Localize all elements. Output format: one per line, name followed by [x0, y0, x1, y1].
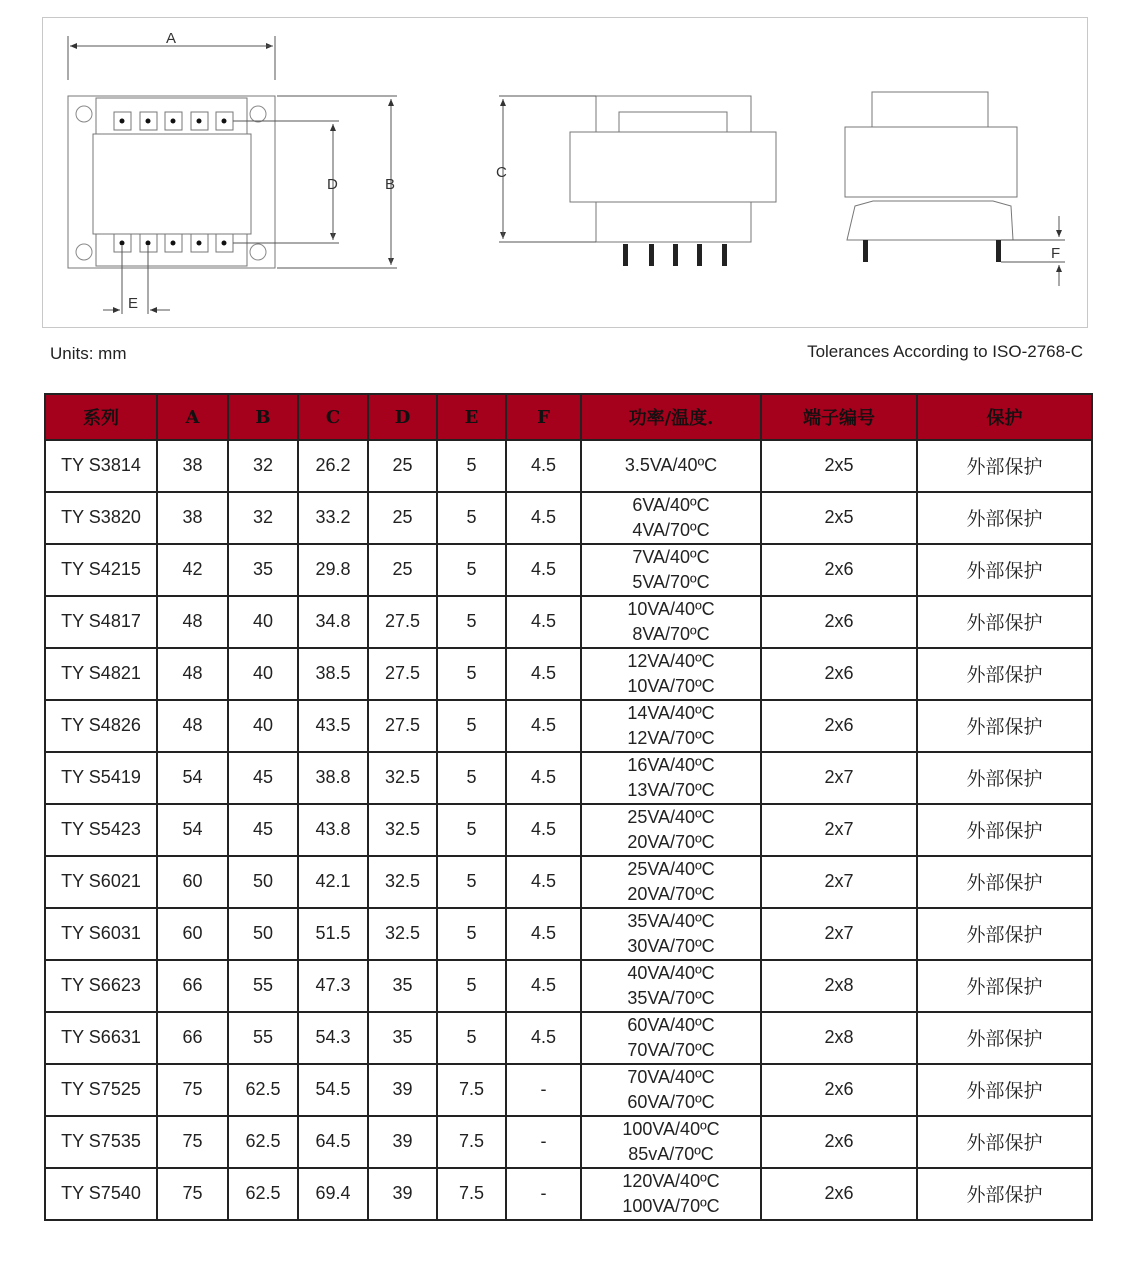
- cell-c: 38.8: [298, 752, 368, 804]
- dim-label-d: D: [327, 176, 338, 193]
- power-rating-line: 10VA/70ºC: [627, 675, 715, 696]
- cell-a: 75: [157, 1064, 228, 1116]
- cell-protection: 外部保护: [917, 908, 1092, 960]
- cell-b: 40: [228, 596, 298, 648]
- cell-b: 45: [228, 752, 298, 804]
- cell-series: TY S6021: [45, 856, 157, 908]
- cell-f: 4.5: [506, 1012, 581, 1064]
- cell-terminals: 2x7: [761, 752, 917, 804]
- power-rating-line: 60VA/70ºC: [627, 1091, 715, 1112]
- cell-f: 4.5: [506, 492, 581, 544]
- dim-label-e: E: [128, 295, 139, 312]
- table-row: [45, 1012, 1092, 1064]
- cell-c: 34.8: [298, 596, 368, 648]
- cell-b: 55: [228, 960, 298, 1012]
- power-rating-line: 40VA/40ºC: [627, 962, 715, 983]
- cell-e: 5: [437, 1012, 506, 1064]
- cell-terminals: 2x5: [761, 440, 917, 492]
- power-rating-line: 70VA/40ºC: [627, 1066, 715, 1087]
- cell-e: 5: [437, 492, 506, 544]
- cell-c: 29.8: [298, 544, 368, 596]
- cell-f: 4.5: [506, 700, 581, 752]
- cell-b: 45: [228, 804, 298, 856]
- table-row: [45, 804, 1092, 856]
- cell-f: -: [506, 1064, 581, 1116]
- cell-terminals: 2x6: [761, 1116, 917, 1168]
- cell-c: 51.5: [298, 908, 368, 960]
- cell-protection: 外部保护: [917, 960, 1092, 1012]
- power-rating-line: 70VA/70ºC: [627, 1039, 715, 1060]
- cell-power: [581, 1064, 761, 1116]
- power-rating-line: 35VA/40ºC: [627, 910, 715, 931]
- cell-terminals: 2x7: [761, 804, 917, 856]
- power-rating-line: 13VA/70ºC: [627, 779, 715, 800]
- cell-a: 60: [157, 856, 228, 908]
- header-d: D: [368, 394, 437, 440]
- power-rating-line: 25VA/40ºC: [627, 806, 715, 827]
- cell-series: TY S4215: [45, 544, 157, 596]
- cell-series: TY S4817: [45, 596, 157, 648]
- power-rating-line: 85vA/70ºC: [628, 1143, 714, 1164]
- cell-f: 4.5: [506, 648, 581, 700]
- cell-a: 54: [157, 804, 228, 856]
- cell-f: 4.5: [506, 544, 581, 596]
- cell-protection: 外部保护: [917, 804, 1092, 856]
- cell-terminals: 2x5: [761, 492, 917, 544]
- cell-a: 48: [157, 700, 228, 752]
- cell-series: TY S5419: [45, 752, 157, 804]
- cell-b: 35: [228, 544, 298, 596]
- dim-label-f: F: [1051, 245, 1061, 262]
- table-header-row: [45, 394, 1092, 440]
- cell-protection: 外部保护: [917, 700, 1092, 752]
- cell-protection: 外部保护: [917, 752, 1092, 804]
- cell-d: 27.5: [368, 596, 437, 648]
- cell-c: 33.2: [298, 492, 368, 544]
- cell-protection: 外部保护: [917, 1064, 1092, 1116]
- cell-power: [581, 648, 761, 700]
- cell-f: 4.5: [506, 960, 581, 1012]
- cell-d: 39: [368, 1064, 437, 1116]
- cell-series: TY S7540: [45, 1168, 157, 1220]
- cell-terminals: 2x6: [761, 596, 917, 648]
- transformer-drawing-svg: [43, 18, 1089, 329]
- cell-protection: 外部保护: [917, 544, 1092, 596]
- header-power: 功率/温度.: [581, 394, 761, 440]
- cell-d: 39: [368, 1168, 437, 1220]
- dim-label-b: B: [385, 176, 396, 193]
- cell-d: 25: [368, 492, 437, 544]
- tolerance-note: Tolerances According to ISO-2768-C: [807, 342, 1083, 361]
- power-rating-line: 3.5VA/40ºC: [624, 455, 718, 476]
- cell-b: 50: [228, 908, 298, 960]
- cell-e: 7.5: [437, 1168, 506, 1220]
- cell-series: TY S3820: [45, 492, 157, 544]
- cell-e: 5: [437, 856, 506, 908]
- cell-series: TY S5423: [45, 804, 157, 856]
- power-rating-line: 4VA/70ºC: [632, 519, 710, 540]
- cell-series: TY S7535: [45, 1116, 157, 1168]
- cell-d: 32.5: [368, 752, 437, 804]
- cell-c: 42.1: [298, 856, 368, 908]
- power-rating-line: 5VA/70ºC: [632, 571, 710, 592]
- header-protection: 保护: [917, 394, 1092, 440]
- power-rating-line: 100VA/40ºC: [622, 1118, 720, 1139]
- cell-terminals: 2x8: [761, 960, 917, 1012]
- cell-d: 39: [368, 1116, 437, 1168]
- table-row: [45, 1168, 1092, 1220]
- table-row: [45, 700, 1092, 752]
- header-series: 系列: [45, 394, 157, 440]
- cell-terminals: 2x8: [761, 1012, 917, 1064]
- cell-power: [581, 856, 761, 908]
- spec-table: [44, 393, 1093, 1221]
- cell-terminals: 2x7: [761, 908, 917, 960]
- cell-d: 32.5: [368, 908, 437, 960]
- top-view: [68, 36, 397, 314]
- cell-c: 38.5: [298, 648, 368, 700]
- cell-power: [581, 804, 761, 856]
- cell-f: -: [506, 1168, 581, 1220]
- cell-a: 38: [157, 492, 228, 544]
- cell-series: TY S4821: [45, 648, 157, 700]
- cell-terminals: 2x7: [761, 856, 917, 908]
- cell-e: 5: [437, 596, 506, 648]
- table-row: [45, 908, 1092, 960]
- cell-c: 69.4: [298, 1168, 368, 1220]
- cell-power: [581, 1168, 761, 1220]
- cell-b: 40: [228, 648, 298, 700]
- power-rating-line: 10VA/40ºC: [627, 598, 715, 619]
- end-view: [845, 92, 1065, 286]
- cell-protection: 外部保护: [917, 648, 1092, 700]
- cell-protection: 外部保护: [917, 856, 1092, 908]
- cell-terminals: 2x6: [761, 544, 917, 596]
- cell-e: 5: [437, 960, 506, 1012]
- cell-f: 4.5: [506, 440, 581, 492]
- cell-a: 38: [157, 440, 228, 492]
- dim-label-a: A: [166, 30, 177, 47]
- cell-e: 5: [437, 440, 506, 492]
- cell-c: 47.3: [298, 960, 368, 1012]
- power-rating-line: 30VA/70ºC: [627, 935, 715, 956]
- cell-power: [581, 752, 761, 804]
- cell-e: 5: [437, 648, 506, 700]
- cell-series: TY S3814: [45, 440, 157, 492]
- cell-power: [581, 440, 761, 492]
- cell-d: 32.5: [368, 856, 437, 908]
- cell-terminals: 2x6: [761, 1168, 917, 1220]
- header-terminals: 端子编号: [761, 394, 917, 440]
- table-row: [45, 492, 1092, 544]
- cell-power: [581, 596, 761, 648]
- cell-d: 25: [368, 544, 437, 596]
- power-rating-line: 12VA/40ºC: [627, 650, 715, 671]
- cell-c: 64.5: [298, 1116, 368, 1168]
- table-row: [45, 960, 1092, 1012]
- cell-protection: 外部保护: [917, 596, 1092, 648]
- cell-c: 54.3: [298, 1012, 368, 1064]
- cell-f: 4.5: [506, 804, 581, 856]
- cell-e: 5: [437, 544, 506, 596]
- cell-d: 32.5: [368, 804, 437, 856]
- cell-a: 75: [157, 1168, 228, 1220]
- cell-a: 48: [157, 648, 228, 700]
- cell-e: 5: [437, 908, 506, 960]
- cell-series: TY S6623: [45, 960, 157, 1012]
- power-rating-line: 60VA/40ºC: [627, 1014, 715, 1035]
- cell-c: 43.8: [298, 804, 368, 856]
- table-row: [45, 856, 1092, 908]
- units-note: Units: mm: [50, 344, 127, 363]
- power-rating-line: 35VA/70ºC: [627, 987, 715, 1008]
- table-row: [45, 596, 1092, 648]
- cell-d: 25: [368, 440, 437, 492]
- cell-protection: 外部保护: [917, 1116, 1092, 1168]
- header-e: E: [437, 394, 506, 440]
- table-body: [45, 440, 1092, 1220]
- cell-f: 4.5: [506, 752, 581, 804]
- cell-c: 26.2: [298, 440, 368, 492]
- cell-e: 5: [437, 700, 506, 752]
- cell-e: 7.5: [437, 1064, 506, 1116]
- header-a: A: [157, 394, 228, 440]
- cell-protection: 外部保护: [917, 492, 1092, 544]
- cell-terminals: 2x6: [761, 1064, 917, 1116]
- power-rating-line: 120VA/40ºC: [622, 1170, 720, 1191]
- cell-b: 32: [228, 440, 298, 492]
- table-row: [45, 1064, 1092, 1116]
- cell-protection: 外部保护: [917, 1168, 1092, 1220]
- cell-terminals: 2x6: [761, 700, 917, 752]
- cell-power: [581, 1116, 761, 1168]
- power-rating-line: 8VA/70ºC: [632, 623, 710, 644]
- cell-b: 50: [228, 856, 298, 908]
- cell-e: 5: [437, 752, 506, 804]
- side-view: [499, 96, 776, 266]
- cell-a: 54: [157, 752, 228, 804]
- cell-d: 35: [368, 1012, 437, 1064]
- cell-a: 60: [157, 908, 228, 960]
- cell-series: TY S7525: [45, 1064, 157, 1116]
- cell-power: [581, 960, 761, 1012]
- cell-protection: 外部保护: [917, 1012, 1092, 1064]
- cell-e: 7.5: [437, 1116, 506, 1168]
- cell-protection: 外部保护: [917, 440, 1092, 492]
- table-row: [45, 440, 1092, 492]
- cell-series: TY S4826: [45, 700, 157, 752]
- cell-d: 27.5: [368, 700, 437, 752]
- cell-a: 42: [157, 544, 228, 596]
- cell-power: [581, 908, 761, 960]
- table-row: [45, 752, 1092, 804]
- table-row: [45, 648, 1092, 700]
- cell-b: 40: [228, 700, 298, 752]
- cell-terminals: 2x6: [761, 648, 917, 700]
- cell-d: 35: [368, 960, 437, 1012]
- power-rating-line: 7VA/40ºC: [632, 546, 710, 567]
- cell-a: 66: [157, 960, 228, 1012]
- header-b: B: [228, 394, 298, 440]
- cell-series: TY S6031: [45, 908, 157, 960]
- cell-d: 27.5: [368, 648, 437, 700]
- cell-f: -: [506, 1116, 581, 1168]
- cell-a: 75: [157, 1116, 228, 1168]
- table-row: [45, 544, 1092, 596]
- cell-e: 5: [437, 804, 506, 856]
- cell-power: [581, 700, 761, 752]
- power-rating-line: 6VA/40ºC: [632, 494, 710, 515]
- power-rating-line: 16VA/40ºC: [627, 754, 715, 775]
- cell-c: 54.5: [298, 1064, 368, 1116]
- cell-b: 32: [228, 492, 298, 544]
- cell-c: 43.5: [298, 700, 368, 752]
- table-row: [45, 1116, 1092, 1168]
- cell-b: 62.5: [228, 1064, 298, 1116]
- header-c: C: [298, 394, 368, 440]
- cell-power: [581, 544, 761, 596]
- cell-power: [581, 1012, 761, 1064]
- cell-power: [581, 492, 761, 544]
- cell-a: 48: [157, 596, 228, 648]
- power-rating-line: 25VA/40ºC: [627, 858, 715, 879]
- cell-series: TY S6631: [45, 1012, 157, 1064]
- cell-f: 4.5: [506, 908, 581, 960]
- power-rating-line: 100VA/70ºC: [622, 1195, 720, 1216]
- cell-a: 66: [157, 1012, 228, 1064]
- cell-b: 55: [228, 1012, 298, 1064]
- cell-f: 4.5: [506, 596, 581, 648]
- cell-b: 62.5: [228, 1116, 298, 1168]
- power-rating-line: 12VA/70ºC: [627, 727, 715, 748]
- dim-label-c: C: [496, 164, 507, 181]
- header-f: F: [506, 394, 581, 440]
- power-rating-line: 14VA/40ºC: [627, 702, 715, 723]
- dimension-drawing: [42, 17, 1088, 328]
- cell-f: 4.5: [506, 856, 581, 908]
- cell-b: 62.5: [228, 1168, 298, 1220]
- power-rating-line: 20VA/70ºC: [627, 831, 715, 852]
- power-rating-line: 20VA/70ºC: [627, 883, 715, 904]
